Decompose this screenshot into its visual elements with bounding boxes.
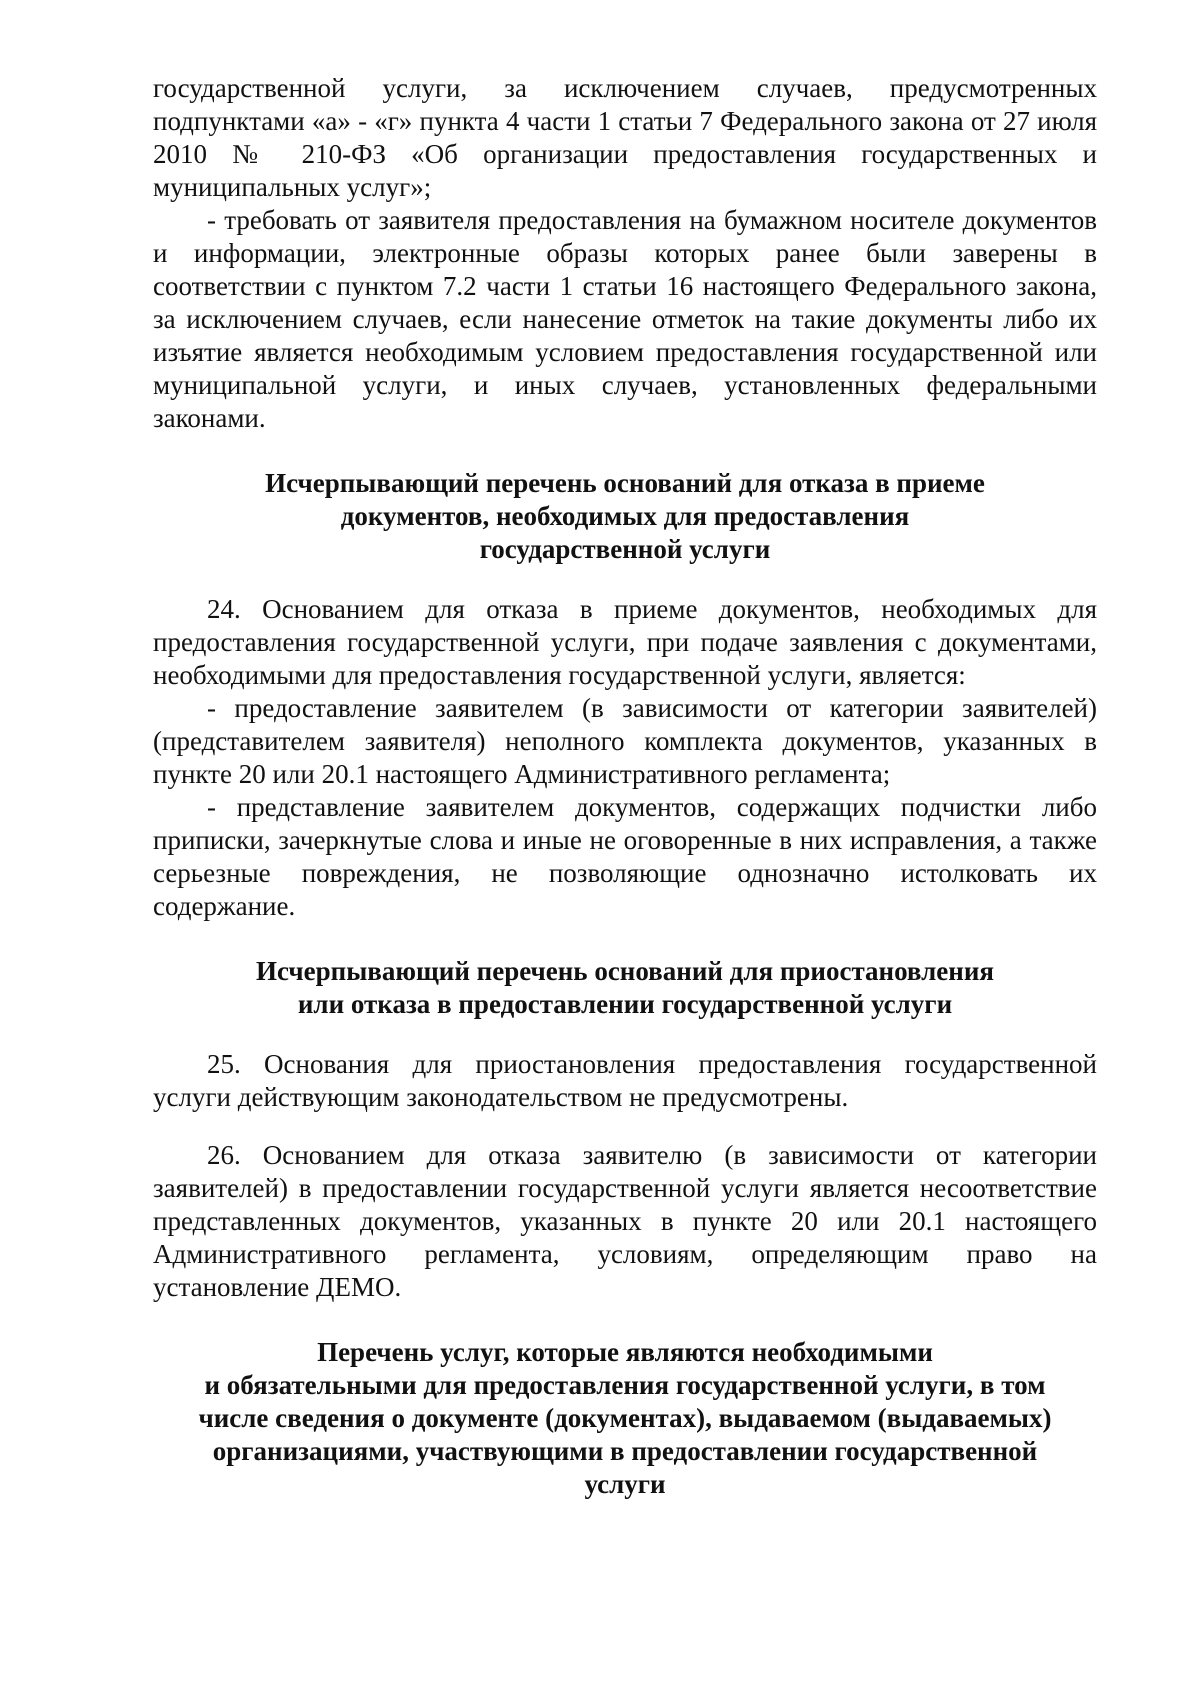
paragraph-26: 26. Основанием для отказа заявителю (в зависимости от категории заявителей) в предоставлении государственной услуги является несоответствие представленных документов, указанных в пункте 20 или 20.1 настоящего Административного регламента, условиям, определяющим право на установление ДЕМО. — [153, 1140, 1097, 1302]
section-heading-suspension-refusal — [153, 955, 1097, 1021]
paragraph-24-bullet-2: - представление заявителем документов, содержащих подчистки либо приписки, зачеркнутые слова и иные не оговоренные в них исправления, а также серьезные повреждения, не позволяющие однозначно истолковать их содержание. — [153, 792, 1097, 921]
heading-line: Исчерпывающий перечень оснований для приостановления — [255, 956, 995, 986]
heading-line: услуги — [584, 1469, 666, 1499]
heading-line: и обязательными для предоставления государственной услуги, в том — [204, 1370, 1046, 1400]
heading-line: или отказа в предоставлении государственной услуги — [297, 989, 953, 1019]
section-heading-required-services — [153, 1336, 1097, 1501]
heading-line: документов, необходимых для предоставления — [340, 501, 910, 531]
heading-line: организациями, участвующими в предоставлении государственной — [212, 1436, 1038, 1466]
heading-line: Перечень услуг, которые являются необходимыми — [317, 1337, 933, 1367]
heading-line: числе сведения о документе (документах), выдаваемом (выдаваемых) — [198, 1403, 1052, 1433]
paragraph-24: 24. Основанием для отказа в приеме документов, необходимых для предоставления государственной услуги, при подаче заявления с документами, необходимыми для предоставления государственной услуги, является: — [153, 594, 1097, 690]
intro-continuation: государственной услуги, за исключением случаев, предусмотренных подпунктами «а» - «г» пункта 4 части 1 статьи 7 Федерального закона от 27 июля 2010 № 210-ФЗ «Об организации предоставления государственных и муниципальных услуг»; — [153, 73, 1097, 202]
heading-line: государственной услуги — [479, 534, 771, 564]
section-heading-refusal-acceptance — [153, 467, 1097, 566]
document-page — [153, 72, 1097, 1501]
heading-line: Исчерпывающий перечень оснований для отказа в приеме — [265, 468, 985, 498]
paragraph-24-bullet-1: - предоставление заявителем (в зависимости от категории заявителей) (представителем заявителя) неполного комплекта документов, указанных в пункте 20 или 20.1 настоящего Административного регламента; — [153, 693, 1097, 789]
paragraph-25: 25. Основания для приостановления предоставления государственной услуги действующим законодательством не предусмотрены. — [153, 1049, 1097, 1112]
intro-bullet: - требовать от заявителя предоставления на бумажном носителе документов и информации, электронные образы которых ранее были заверены в соответствии с пунктом 7.2 части 1 статьи 16 настоящего Федерального закона, за исключением случаев, если нанесение отметок на такие документы либо их изъятие является необходимым условием предоставления государственной или муниципальной услуги, и иных случаев, установленных федеральными законами. — [153, 205, 1097, 433]
